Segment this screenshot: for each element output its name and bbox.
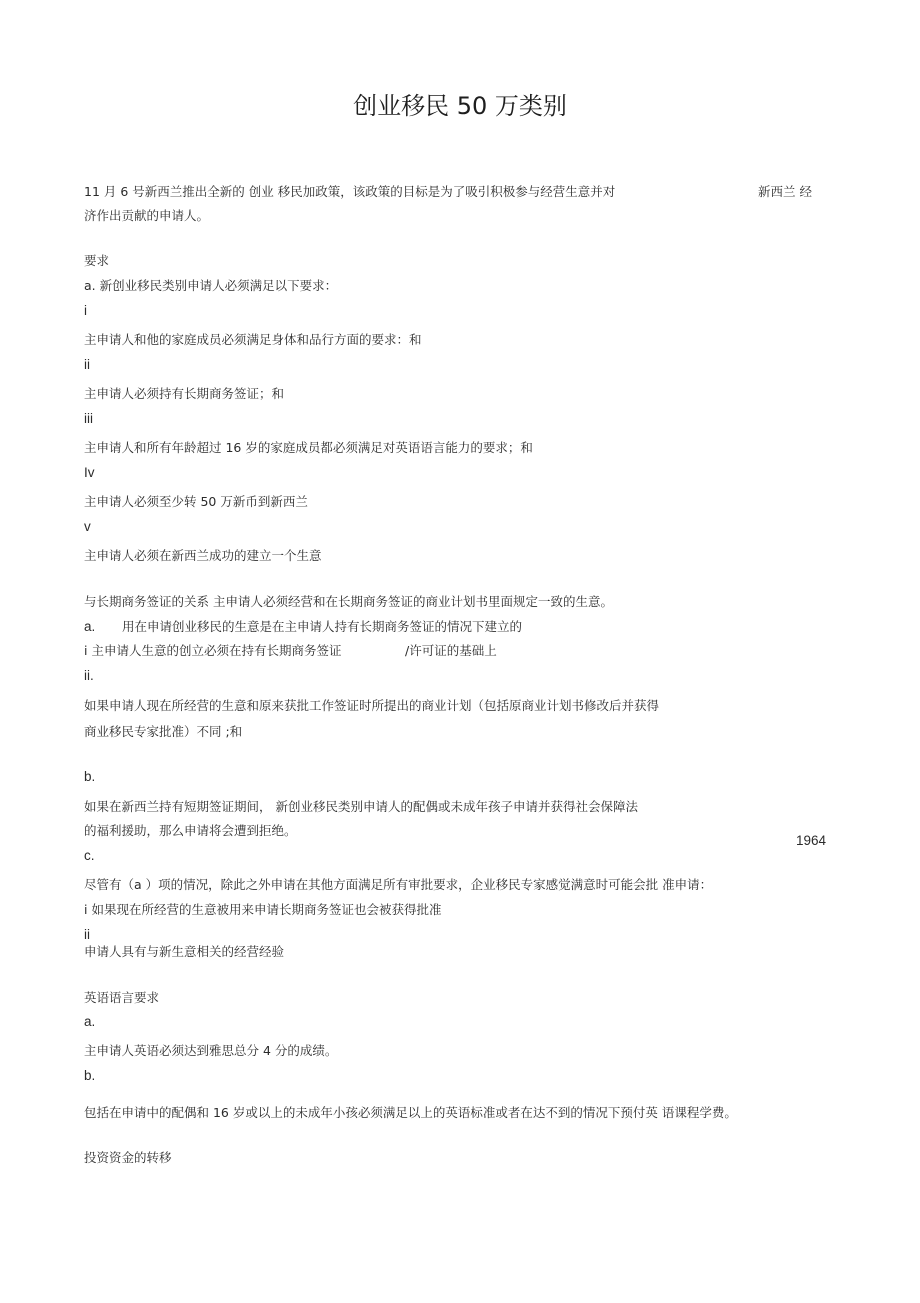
relation-i-left: i 主申请人生意的创立必须在持有长期商务签证 [84,643,342,658]
requirement-v: 主申请人必须在新西兰成功的建立一个生意 [84,548,322,563]
requirement-iv-marker: Iv [84,465,95,480]
requirements-heading: 要求 [84,253,110,268]
b-marker: b. [84,769,96,784]
intro-right-fragment: 新西兰 经 [758,184,812,199]
c-ii-marker: ii [84,927,90,942]
english-a-marker: a. [84,1014,96,1029]
c-i: i 如果现在所经营的生意被用来申请长期商务签证也会被获得批准 [84,902,442,917]
c-marker: c. [84,848,95,863]
relation-heading: 与长期商务签证的关系 主申请人必须经营和在长期商务签证的商业计划书里面规定一致的生意。 [84,594,613,609]
relation-ii-line-2: 商业移民专家批准）不同 ;和 [84,724,243,739]
requirement-a: a. 新创业移民类别申请人必须满足以下要求： [84,278,338,293]
investment-heading: 投资资金的转移 [84,1150,172,1165]
english-heading: 英语语言要求 [84,990,160,1005]
english-a: 主申请人英语必须达到雅思总分 4 分的成绩。 [84,1043,338,1058]
requirement-ii-marker: ii [84,357,90,372]
b-line-2: 的福利援助，那么申请将会遭到拒绝。 [84,823,297,838]
page-title: 创业移民 50 万类别 [353,92,567,120]
c-ii: 申请人具有与新生意相关的经营经验 [84,944,285,959]
english-b: 包括在申请中的配偶和 16 岁或以上的未成年小孩必须满足以上的英语标准或者在达不到的情况下预付英 语课程学费。 [84,1105,737,1120]
intro-line-2: 济作出贡献的申请人。 [84,208,210,223]
relation-ii-marker: ii. [84,668,94,683]
requirement-v-marker: v [84,519,91,534]
b-line-1: 如果在新西兰持有短期签证期间， 新创业移民类别申请人的配偶或未成年孩子申请并获得社会保障法 [84,799,638,814]
relation-i-right: /许可证的基础上 [405,643,497,658]
c-line-1: 尽管有（a ）项的情况，除此之外申请在其他方面满足所有审批要求，企业移民专家感觉满意时可能会批 准申请： [84,877,713,892]
relation-ii-line-1: 如果申请人现在所经营的生意和原来获批工作签证时所提出的商业计划（包括原商业计划书修改后并获得 [84,698,660,713]
requirement-ii: 主申请人必须持有长期商务签证；和 [84,386,285,401]
english-b-marker: b. [84,1068,96,1083]
requirement-iii: 主申请人和所有年龄超过 16 岁的家庭成员都必须满足对英语语言能力的要求；和 [84,440,533,455]
relation-a: 用在申请创业移民的生意是在主申请人持有长期商务签证的情况下建立的 [122,619,523,634]
b-side-number: 1964 [796,833,827,848]
relation-a-marker: a. [84,619,96,634]
intro-line-1: 11 月 6 号新西兰推出全新的 创业 移民加政策，该政策的目标是为了吸引积极参与经营生意并对 [84,184,616,199]
requirement-i: 主申请人和他的家庭成员必须满足身体和品行方面的要求：和 [84,332,422,347]
requirement-iii-marker: iii [84,411,93,426]
requirement-i-marker: i [84,303,87,318]
requirement-iv: 主申请人必须至少转 50 万新币到新西兰 [84,494,308,509]
